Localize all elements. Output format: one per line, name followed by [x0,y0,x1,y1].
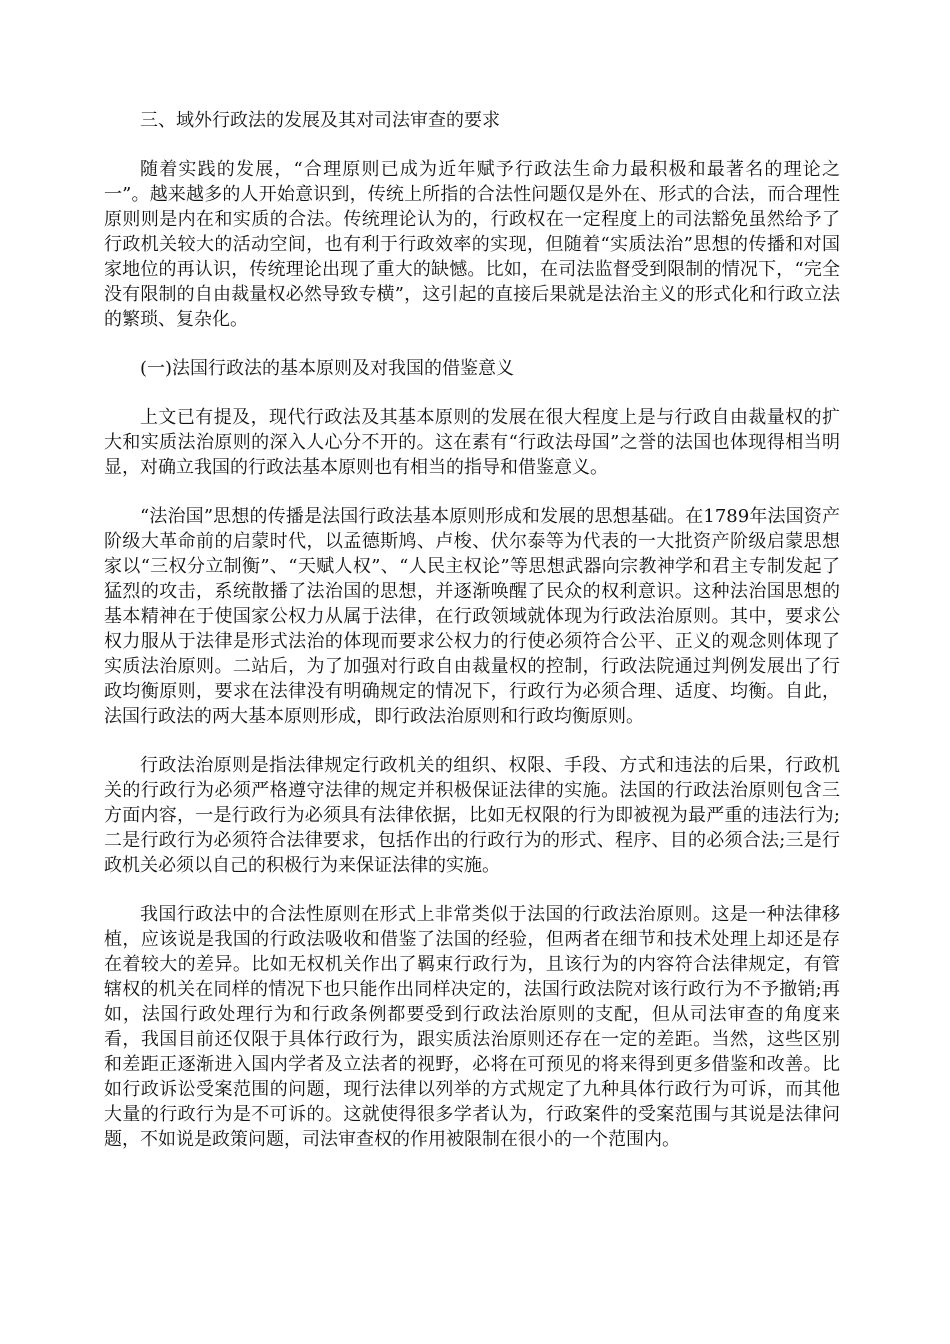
document-page [104,108,840,1152]
paragraph-1: 随着实践的发展，“合理原则已成为近年赋予行政法生命力最积极和最著名的理论之一”。越来越多的人开始意识到，传统上所指的合法性问题仅是外在、形式的合法，而合理性原则则是内在和实质的合法。传统理论认为的，行政权在一定程度上的司法豁免虽然给予了行政机关较大的活动空间，也有利于行政效率的实现，但随着“实质法治”思想的传播和对国家地位的再认识，传统理论出现了重大的缺憾。比如，在司法监督受到限制的情况下，“完全没有限制的自由裁量权必然导致专横”，这引起的直接后果就是法治主义的形式化和行政立法的繁琐、复杂化。 [104,159,840,330]
paragraph-3: “法治国”思想的传播是法国行政法基本原则形成和发展的思想基础。在1789年法国资产阶级大革命前的启蒙时代，以孟德斯鸠、卢梭、伏尔泰等为代表的一大批资产阶级启蒙思想家以“三权分立制衡”、“天赋人权”、“人民主权论”等思想武器向宗教神学和君主专制发起了猛烈的攻击，系统散播了法治国的思想，并逐渐唤醒了民众的权利意识。这种法治国思想的基本精神在于使国家公权力从属于法律，在行政领域就体现为行政法治原则。其中，要求公权力服从于法律是形式法治的体现而要求公权力的行使必须符合公平、正义的观念则体现了实质法治原则。二站后，为了加强对行政自由裁量权的控制，行政法院通过判例发展出了行政均衡原则，要求在法律没有明确规定的情况下，行政行为必须合理、适度、均衡。自此，法国行政法的两大基本原则形成，即行政法治原则和行政均衡原则。 [104,506,840,727]
section-heading: 三、域外行政法的发展及其对司法审查的要求 [140,110,500,131]
subheading: (一)法国行政法的基本原则及对我国的借鉴意义 [140,358,515,379]
paragraph-4: 行政法治原则是指法律规定行政机关的组织、权限、手段、方式和违法的后果，行政机关的行政行为必须严格遵守法律的规定并积极保证法律的实施。法国的行政法治原则包含三方面内容，一是行政行为必须具有法律依据，比如无权限的行为即被视为最严重的违法行为;二是行政行为必须符合法律要求，包括作出的行政行为的形式、程序、目的必须合法;三是行政机关必须以自己的积极行为来保证法律的实施。 [104,755,840,876]
paragraph-5: 我国行政法中的合法性原则在形式上非常类似于法国的行政法治原则。这是一种法律移植，应该说是我国的行政法吸收和借鉴了法国的经验，但两者在细节和技术处理上却还是存在着较大的差异。比如无权机关作出了羁束行政行为，且该行为的内容符合法律规定，有管辖权的机关在同样的情况下也只能作出同样决定的，法国行政法院对该行政行为不予撤销;再如，法国行政处理行为和行政条例都要受到行政法治原则的支配，但从司法审查的角度来看，我国目前还仅限于具体行政行为，跟实质法治原则还存在一定的差距。当然，这些区别和差距正逐渐进入国内学者及立法者的视野，必将在可预见的将来得到更多借鉴和改善。比如行政诉讼受案范围的问题，现行法律以列举的方式规定了九种具体行政行为可诉，而其他大量的行政行为是不可诉的。这就使得很多学者认为，行政案件的受案范围与其说是法律问题，不如说是政策问题，司法审查权的作用被限制在很小的一个范围内。 [104,904,840,1150]
paragraph-2: 上文已有提及，现代行政法及其基本原则的发展在很大程度上是与行政自由裁量权的扩大和实质法治原则的深入人心分不开的。这在素有“行政法母国”之誉的法国也体现得相当明显，对确立我国的行政法基本原则也有相当的指导和借鉴意义。 [104,407,840,478]
